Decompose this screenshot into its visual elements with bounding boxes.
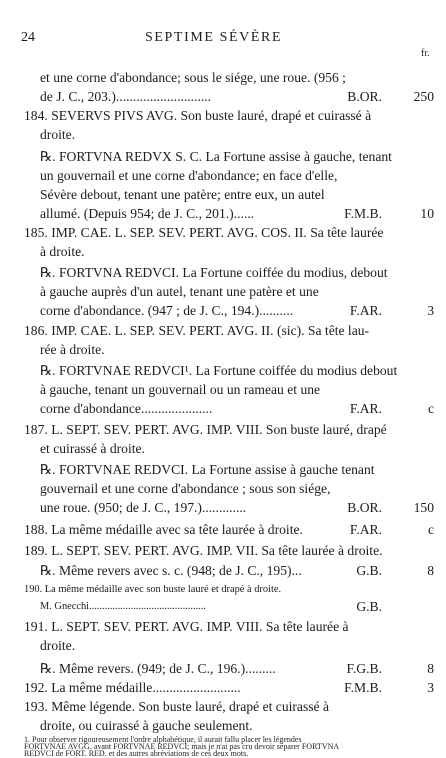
line-text: ℞. FORTVNAE REDVCI¹. La Fortune coiffée du modius debout: [40, 363, 398, 378]
price: 250: [413, 89, 434, 104]
catalogue-line: [0, 520, 446, 539]
line-text: ℞. FORTVNA REDVCI. La Fortune coiffée du modius, debout: [40, 265, 388, 280]
line-text: Sévère debout, tenant une patère; entre eux, un autel: [40, 187, 325, 202]
catalogue-line: [0, 420, 446, 439]
page-number: 24: [21, 30, 35, 45]
line-text: à gauche auprès d'un autel, tenant une patère et une: [40, 284, 319, 299]
line-text: 190. La même médaille avec son buste lauré et drapé à droite.: [24, 584, 282, 595]
line-text: une roue. (950; de J. C., 197.).............: [40, 500, 247, 515]
line-text: M. Gnecchi.............................................: [40, 601, 206, 612]
catalogue-line: [0, 561, 446, 580]
line-text: corne d'abondance.....................: [40, 401, 213, 416]
catalogue-line: [0, 106, 446, 125]
catalogue-line: [0, 697, 446, 716]
catalogue-line: [0, 541, 446, 560]
catalogue-line: [0, 223, 446, 242]
catalogue-line: [0, 479, 446, 498]
line-text: allumé. (Depuis 954; de J. C., 201.)......: [40, 206, 255, 221]
catalogue-line: [0, 340, 446, 359]
catalogue-line: [0, 678, 446, 697]
line-text: un gouvernail et une corne d'abondance; en face d'elle,: [40, 168, 338, 183]
line-text: 192. La même médaille..........................: [24, 680, 241, 695]
catalogue-line: [0, 166, 446, 185]
catalogue-line: [0, 716, 446, 735]
catalogue-line: [0, 617, 446, 636]
catalogue-line: [0, 659, 446, 678]
price: c: [427, 522, 434, 537]
catalogue-line: [0, 399, 446, 418]
line-text: 189. L. SEPT. SEV. PERT. AVG. IMP. VII. Sa tête laurée à droite.: [24, 543, 383, 558]
line-text: 188. La même médaille avec sa tête laurée à droite.: [24, 522, 303, 537]
line-text: ℞. Même revers avec s. c. (948; de J. C., 195)...: [40, 563, 302, 578]
line-text: 191. L. SEPT. SEV. PERT. AVG. IMP. VIII. Sa tête laurée à: [24, 619, 349, 634]
catalogue-line: [0, 282, 446, 301]
catalogue-line: [0, 439, 446, 458]
line-text: à gauche, tenant un gouvernail ou un rameau et une: [40, 382, 321, 397]
line-text: à droite.: [40, 244, 85, 259]
running-title: SEPTIME SÉVÈRE: [145, 30, 283, 45]
catalogue-line: [0, 87, 446, 106]
catalogue-line: [0, 68, 446, 87]
metal-code: G.B.: [356, 563, 382, 578]
line-text: droite.: [40, 127, 76, 142]
catalogue-line: [0, 636, 446, 655]
metal-code: B.OR.: [347, 500, 382, 515]
line-text: ℞. FORTVNA REDVX S. C. La Fortune assise à gauche, tenant: [40, 149, 392, 164]
line-text: corne d'abondance. (947 ; de J. C., 194.)..........: [40, 303, 294, 318]
metal-code: F.AR.: [349, 522, 382, 537]
price: 8: [427, 563, 434, 578]
line-text: et cuirassé à droite.: [40, 441, 145, 456]
catalogue-line: [0, 361, 446, 380]
price: 150: [413, 500, 434, 515]
catalogue-line: [0, 204, 446, 223]
catalogue-line: [0, 498, 446, 517]
metal-code: B.OR.: [347, 89, 382, 104]
price: 10: [420, 206, 434, 221]
footnote-line: FORTVNAE AVGG. avant FORTVNAE REDVCI; mais je n'ai pas cru devoir séparer FORTVNA: [24, 742, 340, 751]
line-text: ℞. Même revers. (949; de J. C., 196.).........: [40, 661, 276, 676]
metal-code: F.M.B.: [344, 680, 382, 695]
footnote-line: REDVCI de FORT. RED. et des autres abréviations de ces deux mots.: [24, 749, 249, 758]
line-text: et une corne d'abondance; sous le siége, une roue. (956 ;: [40, 70, 346, 85]
line-text: 187. L. SEPT. SEV. PERT. AVG. IMP. VIII. Son buste lauré, drapé: [24, 422, 387, 437]
metal-code: F.M.B.: [344, 206, 382, 221]
line-text: rée à droite.: [40, 342, 105, 357]
line-text: 186. IMP. CAE. L. SEP. SEV. PERT. AVG. II. (sic). Sa tête lau-: [24, 323, 370, 338]
catalogue-line: [0, 321, 446, 340]
metal-code: G.B.: [356, 599, 382, 614]
catalogue-line: [0, 597, 446, 616]
catalogue-line: [0, 147, 446, 166]
catalogue-line: [0, 125, 446, 144]
footnote: [24, 735, 436, 758]
catalogue-line: [0, 301, 446, 320]
price: 3: [427, 680, 434, 695]
catalogue-line: [0, 242, 446, 261]
price: c: [427, 401, 434, 416]
line-text: de J. C., 203.)............................: [40, 89, 212, 104]
catalogue-line: [0, 460, 446, 479]
line-text: droite, ou cuirassé à gauche seulement.: [40, 718, 253, 733]
catalogue-line: [0, 380, 446, 399]
catalogue-line: [0, 263, 446, 282]
line-text: 184. SEVERVS PIVS AVG. Son buste lauré, drapé et cuirassé à: [24, 108, 372, 123]
line-text: ℞. FORTVNAE REDVCI. La Fortune assise à gauche tenant: [40, 462, 375, 477]
footnote-line: 1. Pour observer rigoureusement l'ordre alphabétique, il aurait fallu placer les légendes: [24, 735, 302, 744]
line-text: droite.: [40, 638, 76, 653]
line-text: 185. IMP. CAE. L. SEP. SEV. PERT. AVG. COS. II. Sa tête laurée: [24, 225, 384, 240]
price-column-label: fr.: [421, 48, 430, 59]
metal-code: F.G.B.: [346, 661, 382, 676]
line-text: 193. Même légende. Son buste lauré, drapé et cuirassé à: [24, 699, 329, 714]
metal-code: F.AR.: [349, 303, 382, 318]
line-text: gouvernail et une corne d'abondance ; sous son siége,: [40, 481, 331, 496]
metal-code: F.AR.: [349, 401, 382, 416]
price: 3: [427, 303, 434, 318]
price: 8: [427, 661, 434, 676]
catalogue-line: [0, 185, 446, 204]
